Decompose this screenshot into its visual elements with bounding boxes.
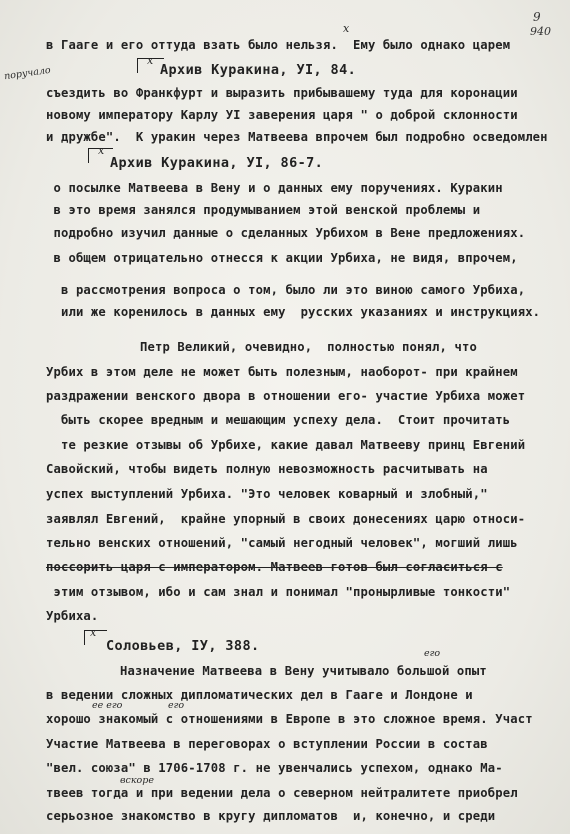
text-line-16: быть скорее вредным и мешающим успеху дела. Стоит прочитать: [46, 413, 511, 427]
cross-mark: х: [343, 22, 350, 35]
text-line-29: Участие Матвеева в переговорах о вступлении России в состав: [46, 737, 488, 751]
cross-mark: х: [98, 144, 105, 157]
citation-line: Архив Куракина, УІ, 86-7.: [110, 155, 324, 171]
page-number-alt: 940: [530, 25, 551, 38]
text-line-31: твеев тогда и при ведении дела о северном нейтралитете приобрел: [46, 786, 518, 800]
text-line-27: в ведении сложных дипломатических дел в Гааге и Лондоне и: [46, 688, 473, 702]
cross-mark: х: [147, 54, 154, 67]
text-line-13: Петр Великий, очевидно, полностью понял, что: [140, 340, 477, 354]
cross-mark: х: [90, 626, 97, 639]
text-line-10: в общем отрицательно отнесся к акции Урбиха, не видя, впрочем,: [46, 251, 518, 265]
text-line-8: в это время занялся продумыванием этой венской проблемы и: [46, 203, 481, 217]
handwritten-insert: вскоре: [120, 775, 154, 786]
text-line-1: в Гааге и его оттуда взать было нельзя. Ему было однако царем: [46, 38, 511, 52]
text-line-12: или же коренилось в данных ему русских указаниях и инструкциях.: [46, 305, 541, 319]
text-line-28: хорошо знакомый с отношениями в Европе в это сложное время. Участ: [46, 712, 533, 726]
text-line-7: о посылке Матвеева в Вену и о данных ему поручениях. Куракин: [46, 181, 503, 195]
handwritten-insert: его: [424, 648, 441, 659]
text-line-15: раздражении венского двора в отношении его- участие Урбиха может: [46, 389, 526, 403]
text-line-26: Назначение Матвеева в Вену учитывало большой опыт: [120, 664, 487, 678]
citation-line: Архив Куракина, УІ, 84.: [160, 62, 357, 78]
text-line-5: и дружбе". К уракин через Матвеева впрочем был подробно осведомлен: [46, 130, 548, 144]
text-line-18: Савойский, чтобы видеть полную невозможность расчитывать на: [46, 462, 488, 476]
citation-line: Соловьев, IУ, 388.: [106, 638, 260, 654]
text-line-9: подробно изучил данные о сделанных Урбихом в Вене предложениях.: [46, 226, 526, 240]
handwritten-insert: поручало: [3, 64, 52, 83]
text-line-14: Урбих в этом деле не может быть полезным, наоборот- при крайнем: [46, 365, 518, 379]
handwritten-insert: его: [168, 700, 185, 711]
text-line-20: заявлял Евгений, крайне упорный в своих донесениях царю относи-: [46, 512, 526, 526]
text-line-11: в рассмотрения вопроса о том, было ли это виною самого Урбиха,: [46, 283, 526, 297]
text-line-19: успех выступлений Урбиха. "Это человек коварный и злобный,": [46, 487, 488, 501]
text-line-23: этим отзывом, ибо и сам знал и понимал "пронырливые тонкости": [46, 585, 511, 599]
text-line-22: поссорить царя с императором. Матвеев готов был согласиться с: [46, 560, 503, 574]
text-line-30: "вел. союза" в 1706-1708 г. не увенчались успехом, однако Ма-: [46, 761, 503, 775]
text-line-4: новому императору Карлу УІ заверения царя " о доброй склонности: [46, 108, 518, 122]
text-line-32: серьозное знакомство в кругу дипломатов и, конечно, и среди: [46, 809, 496, 823]
text-line-3: съездить во Франкфурт и выразить прибывашему туда для коронации: [46, 86, 518, 100]
text-line-17: те резкие отзывы об Урбихе, какие давал Матвееву принц Евгений: [46, 438, 526, 452]
handwritten-insert: ее его: [92, 700, 123, 711]
page-number: 9: [533, 10, 541, 24]
text-line-21: тельно венских отношений, "самый негодный человек", могший лишь: [46, 536, 518, 550]
text-line-24: Урбиха.: [46, 609, 99, 623]
